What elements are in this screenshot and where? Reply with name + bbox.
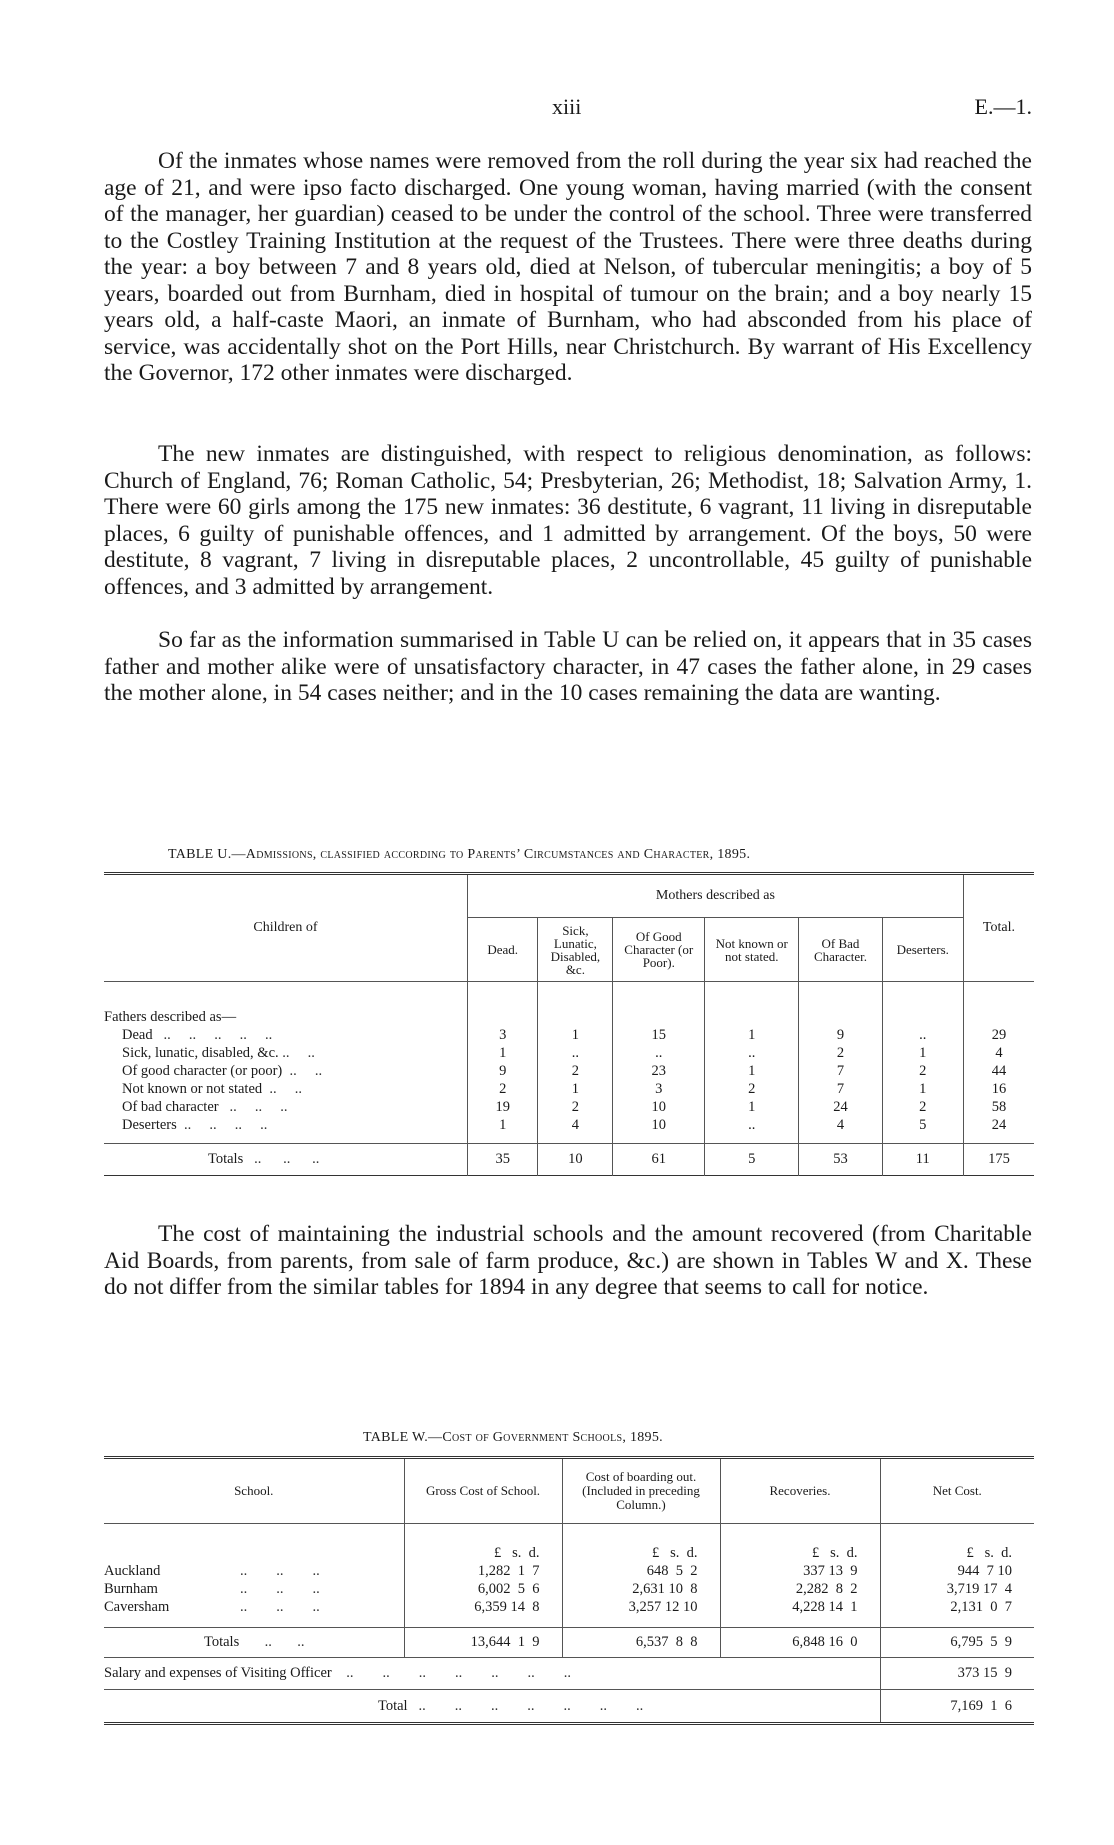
table-u-row: Of bad character .. .. .. 19 2 10 1 24 2 58	[104, 1098, 1034, 1116]
table-w-school-name: Burnham	[104, 1580, 158, 1597]
table-u-col-sick: Sick, Lunatic, Disabled, &c.	[538, 918, 613, 982]
table-w-totals-row: Totals .. .. 13,644 1 9 6,537 8 8 6,848 16 0 6,795 5 9	[104, 1628, 1034, 1658]
table-u-cell: ..	[613, 1044, 705, 1062]
table-u-cell: 9	[467, 1062, 538, 1080]
table-u-row: Dead .. .. .. .. .. 3 1 15 1 9 .. 29	[104, 1026, 1034, 1044]
table-u-cell: 24	[991, 1116, 1007, 1133]
table-u-cell: 2	[799, 1044, 882, 1062]
table-u-cell: 19	[467, 1098, 538, 1116]
table-u-row: Sick, lunatic, disabled, &c. .. .. 1 .. .. .. 2 1 4	[104, 1044, 1034, 1062]
table-u-cell: 23	[613, 1062, 705, 1080]
table-u-col-unknown: Not known or not stated.	[705, 918, 799, 982]
table-w-cell-net: 2,131 0 7	[950, 1598, 1012, 1615]
table-w-col-recoveries: Recoveries.	[720, 1458, 880, 1524]
table-u-cell: 5	[882, 1116, 963, 1134]
table-w-row: Caversham .. .. .. 6,359 14 8 3,257 12 10 4,228 14 1 2,131 0 7	[104, 1598, 1034, 1616]
table-w-title	[363, 1430, 663, 1446]
table-u-col-deserters: Deserters.	[882, 918, 963, 982]
currency-header: £ s. d.	[720, 1544, 880, 1562]
table-w-col-boarding: Cost of boarding out. (Included in preceding Column.)	[562, 1458, 720, 1524]
table-w-total-gross: 13,644 1 9	[404, 1628, 562, 1658]
table-w	[104, 1456, 1034, 1725]
currency-header: £ s. d.	[562, 1544, 720, 1562]
table-u-cell: 1	[705, 1098, 799, 1116]
table-u-cell: 2	[705, 1080, 799, 1098]
currency-header: £ s. d.	[966, 1544, 1012, 1561]
table-u-cell: 2	[467, 1080, 538, 1098]
table-u-cell: 7	[799, 1062, 882, 1080]
table-w-cell-net: 3,719 17 4	[946, 1580, 1012, 1597]
table-w-visiting-label: Salary and expenses of Visiting Officer	[104, 1665, 332, 1681]
table-u-cell: 29	[991, 1026, 1007, 1043]
table-w-title-prefix: TABLE W.—	[363, 1430, 443, 1445]
table-u-cell: ..	[882, 1026, 963, 1044]
table-w-cell-boarding: 3,257 12 10	[562, 1598, 720, 1616]
table-u-cell: 4	[995, 1044, 1003, 1061]
table-w-visiting-value: 373 15 9	[957, 1665, 1012, 1681]
table-u-cell: 2	[882, 1062, 963, 1080]
table-u-cell: 3	[467, 1026, 538, 1044]
table-u-cell: 9	[799, 1026, 882, 1044]
table-w-col-school: School.	[104, 1458, 404, 1524]
table-u-cell: 4	[799, 1116, 882, 1134]
table-w-total-boarding: 6,537 8 8	[562, 1628, 720, 1658]
table-w-school-name: Auckland	[104, 1562, 161, 1579]
currency-header: £ s. d.	[404, 1544, 562, 1562]
table-w-cell-boarding: 2,631 10 8	[562, 1580, 720, 1598]
table-u-cell: 2	[538, 1062, 613, 1080]
table-u-cell: 1	[538, 1080, 613, 1098]
table-w-cell-gross: 1,282 1 7	[404, 1562, 562, 1580]
table-u-cell: 10	[613, 1116, 705, 1134]
table-w-row: Burnham .. .. .. 6,002 5 6 2,631 10 8 2,282 8 2 3,719 17 4	[104, 1580, 1034, 1598]
table-u-cell: ..	[538, 1044, 613, 1062]
table-u-head-mothers: Mothers described as	[467, 874, 963, 918]
table-u-total-cell: 5	[705, 1144, 799, 1176]
table-w-title-text: Cost of Government Schools, 1895.	[442, 1430, 663, 1445]
table-u-cell: 3	[613, 1080, 705, 1098]
table-u	[104, 872, 1034, 1176]
table-u-cell: ..	[705, 1044, 799, 1062]
table-w-grand-total-row: Total .. .. .. .. .. .. .. 7,169 1 6	[104, 1690, 1034, 1724]
table-u-cell: 44	[991, 1062, 1007, 1079]
table-w-total-recoveries: 6,848 16 0	[720, 1628, 880, 1658]
table-u-total-cell: 35	[467, 1144, 538, 1176]
table-u-total-cell: 61	[613, 1144, 705, 1176]
table-u-totals-label: Totals	[208, 1151, 244, 1167]
table-u-row-label: Deserters	[122, 1116, 177, 1133]
table-u-col-bad: Of Bad Character.	[799, 918, 882, 982]
table-w-totals-label: Totals	[204, 1634, 240, 1650]
table-w-col-net: Net Cost.	[880, 1458, 1034, 1524]
table-w-total-net: 6,795 5 9	[950, 1634, 1012, 1650]
table-w-col-gross: Gross Cost of School.	[404, 1458, 562, 1524]
table-w-currency-row	[104, 1544, 1034, 1562]
table-u-cell: 15	[613, 1026, 705, 1044]
table-u-body	[104, 1026, 1034, 1134]
table-u-cell: 16	[991, 1080, 1007, 1097]
table-u-row-label: Sick, lunatic, disabled, &c.	[122, 1044, 279, 1061]
table-u-cell: 2	[882, 1098, 963, 1116]
table-u-cell: 1	[882, 1044, 963, 1062]
table-u-total-cell: 10	[538, 1144, 613, 1176]
table-u-row-label: Dead	[122, 1026, 153, 1043]
table-w-row: Auckland .. .. .. 1,282 1 7 648 5 2 337 13 9 944 7 10	[104, 1562, 1034, 1580]
table-u-fathers-label: Fathers described as—	[104, 1008, 467, 1026]
table-u-cell: 1	[467, 1044, 538, 1062]
table-u-head-children: Children of	[104, 874, 467, 982]
table-w-cell-gross: 6,002 5 6	[404, 1580, 562, 1598]
table-u-title	[168, 847, 750, 863]
table-u-row-label: Of bad character	[122, 1098, 219, 1115]
table-u-totals-row: Totals .. .. .. 35 10 61 5 53 11 175	[104, 1144, 1034, 1176]
table-u-total-cell: 53	[799, 1144, 882, 1176]
table-u-cell: ..	[705, 1116, 799, 1134]
table-w-cell-net: 944 7 10	[957, 1562, 1012, 1579]
table-u-head-total: Total.	[963, 874, 1034, 982]
sheet-id: E.—1.	[974, 94, 1032, 119]
table-u-cell: 58	[991, 1098, 1007, 1115]
table-u-cell: 2	[538, 1098, 613, 1116]
table-u-row-label: Not known or not stated	[122, 1080, 263, 1097]
paragraph-cost: The cost of maintaining the industrial schools and the amount recovered (from Charitable Aid Boards, from parents, from sale of farm produce, &c.) are shown in Tables W and X. These do not differ from the similar tables for 1894 in any degree that seems to call for notice.	[104, 1221, 1032, 1300]
table-w-cell-boarding: 648 5 2	[562, 1562, 720, 1580]
paragraph-new-inmates: The new inmates are distinguished, with respect to religious denomination, as follows: Church of England, 76; Roman Catholic, 54; Presbyterian, 26; Methodist, 18; Salvation Army, 1. There were 60 girls among the 175 new inmates: 36 destitute, 6 vagrant, 11 living in disreputable places, 6 guilty of punishable offences, and 1 admitted by arrangement. Of the boys, 50 were destitute, 8 vagrant, 7 living in disreputable places, 2 uncontrollable, 45 guilty of punishable offences, and 3 admitted by arrangement.	[104, 441, 1032, 600]
table-u-row: Of good character (or poor) .. .. 9 2 23 1 7 2 44	[104, 1062, 1034, 1080]
table-w-total-label: Total	[378, 1697, 408, 1714]
table-u-cell: 1	[705, 1062, 799, 1080]
table-u-cell: 4	[538, 1116, 613, 1134]
table-u-cell: 1	[882, 1080, 963, 1098]
table-w-cell-recoveries: 2,282 8 2	[720, 1580, 880, 1598]
table-w-cell-gross: 6,359 14 8	[404, 1598, 562, 1616]
table-u-cell: 7	[799, 1080, 882, 1098]
table-w-cell-recoveries: 337 13 9	[720, 1562, 880, 1580]
table-w-body	[104, 1562, 1034, 1616]
table-w-cell-recoveries: 4,228 14 1	[720, 1598, 880, 1616]
table-u-col-good: Of Good Character (or Poor).	[613, 918, 705, 982]
table-u-cell: 24	[799, 1098, 882, 1116]
paragraph-table-u-summary: So far as the information summarised in Table U can be relied on, it appears that in 35 cases father and mother alike were of unsatisfactory character, in 47 cases the father alone, in 29 cases the mother alone, in 54 cases neither; and in the 10 cases remaining the data are wanting.	[104, 627, 1032, 706]
table-u-row: Deserters .. .. .. .. 1 4 10 .. 4 5 24	[104, 1116, 1034, 1134]
table-u-col-dead: Dead.	[467, 918, 538, 982]
paragraph-removals: Of the inmates whose names were removed from the roll during the year six had reached the age of 21, and were ipso facto discharged. One young woman, having married (with the consent of the manager, her guardian) ceased to be under the control of the school. Three were transferred to the Costley Training Institution at the request of the Trustees. There were three deaths during the year: a boy between 7 and 8 years old, died at Nelson, of tubercular meningitis; a boy of 5 years, boarded out from Burnham, died in hospital of tumour on the brain; and a boy nearly 15 years old, a half-caste Maori, an inmate of Burnham, who had absconded from his place of service, was accidentally shot on the Port Hills, near Christchurch. By warrant of His Excellency the Governor, 172 other inmates were discharged.	[104, 148, 1032, 386]
table-u-cell: 10	[613, 1098, 705, 1116]
table-u-cell: 1	[538, 1026, 613, 1044]
table-u-title-prefix: TABLE U.—	[168, 847, 246, 862]
table-u-cell: 1	[467, 1116, 538, 1134]
table-u-cell: 1	[705, 1026, 799, 1044]
table-w-total-value: 7,169 1 6	[950, 1697, 1012, 1714]
table-u-row-label: Of good character (or poor)	[122, 1062, 283, 1079]
table-u-total-cell: 175	[988, 1151, 1010, 1167]
table-u-total-cell: 11	[882, 1144, 963, 1176]
table-u-title-text: Admissions, classified according to Parents’ Circumstances and Character, 1895.	[245, 847, 751, 862]
page-number: xiii	[552, 94, 582, 119]
table-u-row: Not known or not stated .. .. 2 1 3 2 7 1 16	[104, 1080, 1034, 1098]
table-w-visiting-row: Salary and expenses of Visiting Officer .. .. .. .. .. .. .. 373 15 9	[104, 1658, 1034, 1690]
table-w-school-name: Caversham	[104, 1598, 170, 1615]
